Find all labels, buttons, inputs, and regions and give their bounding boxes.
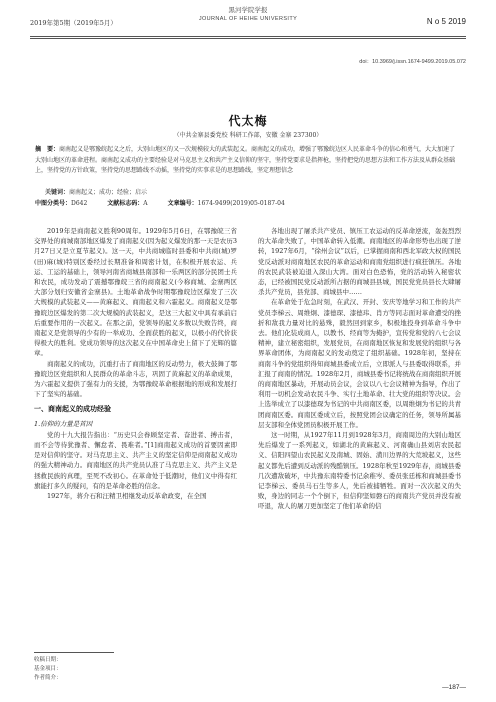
doc-code-value: A — [143, 200, 148, 207]
body-paragraph: 这一时期，从1927年11月到1928年3月，商南周边的大别山地区先后爆发了一系列起义，如湖北的黄麻起义、河南确山县刘店农民起义、信阳四望山农民起义及南城、固始、潢川边界的大荒坡起义，这些起义都先后遭到反动派的残酷镇压。1928年秋至1929年春，商城县委几次遭敌破坏，中共豫东南特委书记余稚岑、委员张廷栋和商城县委书记李梯云、委员马石生等多人，先后被捕牺牲。面对一次次起义的失败，身边的同志一个个倒下，但信仰坚如磐石的商南共产党员并没有被吓退，敌人的屠刀更加坚定了他们革命的信 — [258, 431, 461, 511]
doc-code-label: 文献标志码： — [107, 200, 144, 207]
article-no-label: 文章编号： — [167, 200, 198, 207]
journal-name-en: JOURNAL OF HEIHE UNIVERSITY — [198, 16, 298, 22]
issue-date: 2019年第5期（2019年5月） — [30, 19, 117, 27]
footnote-fund: 基金项目： — [34, 666, 62, 672]
keywords-label: 关键词： — [45, 189, 70, 196]
abstract-text: 商南起义是鄂豫皖起义之后，大别山地区的又一次规模较大的武装起义。商南起义的成功，增强了鄂豫皖边区人民革命斗争的信心和勇气，大大加速了大别山地区的革命进程。商南起义成功的主要经验是对马克思主义和共产主义信仰的坚守，坚持党要求是指挥枪，坚持把党的思想方法和工作方法及从群众基础上，坚持党的方针政策，坚持党的思想路线不动摇，坚持党的实事求是的思想路线，坚定理想信念 — [35, 146, 456, 174]
footnote-rule — [34, 652, 114, 653]
clc-label: 中图分类号： — [35, 200, 72, 207]
body-paragraph: 1927年，蒋介石和汪精卫相继发动反革命政变，在全国 — [47, 492, 207, 501]
header-rule — [30, 36, 466, 37]
running-header — [30, 6, 466, 34]
issue-number: N o 5 2019 — [426, 17, 466, 26]
journal-name-cn: 黑河学院学报 — [228, 6, 268, 14]
body-paragraph: 商南起义的成功，沉重打击了商南地区的反动势力，极大鼓舞了鄂豫皖边区党组织和人民群众的革命斗志，巩固了黄麻起义的革命成果，为六霍起义提供了强有力的支援，为鄂豫皖革命根据地的形成和发展打下了坚实的基础。 — [34, 359, 237, 399]
footnote-received: 收稿日期： — [34, 657, 62, 663]
keywords-text: 商南起义；成功；经验；启示 — [69, 189, 148, 196]
left-column — [34, 226, 237, 501]
body-paragraph: 党的十九大报告指出：“历史只会眷顾坚定者、奋进者、搏击者，而不会等待犹豫者、懈怠者、畏难者。”[1]商南起义成功的首要因素即是对信仰的坚守。对马克思主义、共产主义的坚定信仰是商南起义成功的强大精神动力。商南地区的共产党员认准了马克思主义、共产主义是拯救民族的真理，至死不改初心。在革命处于低潮时，他们义中得有红旗能打多久的疑问，有的是革命必胜的信念。 — [34, 430, 237, 490]
subsection-heading: 1.信仰的力量是首因 — [34, 419, 93, 428]
abstract-label: 摘 要： — [35, 146, 60, 153]
section-heading: 一、商南起义的成功经验 — [34, 404, 111, 414]
clc-value: D642 — [71, 200, 88, 207]
body-paragraph: 2019年是商南起义胜利90周年。1929年5月6日，在鄂豫皖三省交界处的商城南部地区爆发了商南起义(因为起义爆发的那一天是农历3月27日又是立夏节起义)。这一天，中共商城临时县委和中共商(城)罗(田)麻(城)特别区委经过长期准备和周密计划，在积极开展农运、兵运、工运的基础上，领导河南省商城县南部和一乐两区的部分民团士兵和农民，成功发动了震撼鄂豫皖三省的商南起义(今称商城、金寨两区大部分划归安徽省金寨县)。土地革命战争时期鄂豫皖边区爆发了三次大规模的武装起义——黄麻起义、商南起义和六霍起义。商南起义是鄂豫皖边区爆发的第二次大规模的武装起义，是这三大起义中具有承前启后重要作用的一次起义。在那之前，党领导的起义多数以失败告终，商南起义是党领导的少有的一举成功、全面获胜的起义，以极小的代价获得极大的胜利。党成功领导的这次起义在中国革命史上留下了光辉的篇章。 — [34, 227, 237, 358]
header-rule-thin — [30, 38, 466, 39]
right-column — [258, 226, 461, 512]
author-heading: 代太梅 — [228, 114, 268, 128]
keywords — [45, 187, 147, 196]
page-number: —187— — [442, 684, 466, 691]
affiliation: （中共金寨县委党校 科研工作部，安徽 金寨 237300） — [173, 132, 323, 139]
abstract — [35, 145, 461, 177]
doi[interactable]: doi：10.3969/j.issn.1674-9499.2019.05.072 — [359, 59, 466, 65]
footnote-author: 作者简介： — [34, 675, 62, 681]
body-paragraph: 在革命处于危急时刻，在武汉、开封、安庆等地学习和工作的共产党员李梯云、周维炯、漆德琛、漆德玮、肖方等同志面对革命遭受的挫折和敌我力量对比的悬殊，毅然回到家乡，积极地投身到革命斗争中去。他们化装成商人，以教书、经商等为掩护，宣传党和党的八七会议精神，建立秘密组织，发展党员，在商南地区恢复和发展党的组织与各界革命团体，为商南起义的发动奠定了组织基础。1928年初，坚持在商南斗争的党组织得知商城县委成立后，立即派人与县委取得联系，并汇报了商南的情况。1928年2月，商城县委书记将统战在商南组织开展的商南地区暴动，开展动员会议，会议以八七会议精神为指导，作出了利用一切机会发动农民斗争、实行土地革命、壮大党的组织等决议。会上选举成立了以漆德琛为书记的中共商南区委，以周维炯为书记的共青团商南区委。商南区委成立后，按照党团会议确定的任务，领导所属基层支部和全体党团员积极开展工作。 — [258, 298, 461, 429]
article-no-value: 1674-9499(2019)05-0187-04 — [197, 200, 285, 207]
body-paragraph: 各地出现了屠杀共产党员、镇压工农运动的反革命逆流，轰轰烈烈的大革命失败了，中国革命转入低潮。商南地区的革命形势也出现了逆转，1927年6月，“徐州会议”以后，已掌握商南和西北军政大权的国民党反动派对商南地区农民的革命运动和商南党组织进行疯狂镇压。各地的农民武装被迫退入深山大湾。面对白色恐怖，党的活动转入秘密状态，已经被国民党反动派所占据的商城县县城，国民党党员县长大肆屠杀共产党员，县党部、商城县中…… — [258, 227, 461, 297]
classification-line — [35, 198, 285, 207]
